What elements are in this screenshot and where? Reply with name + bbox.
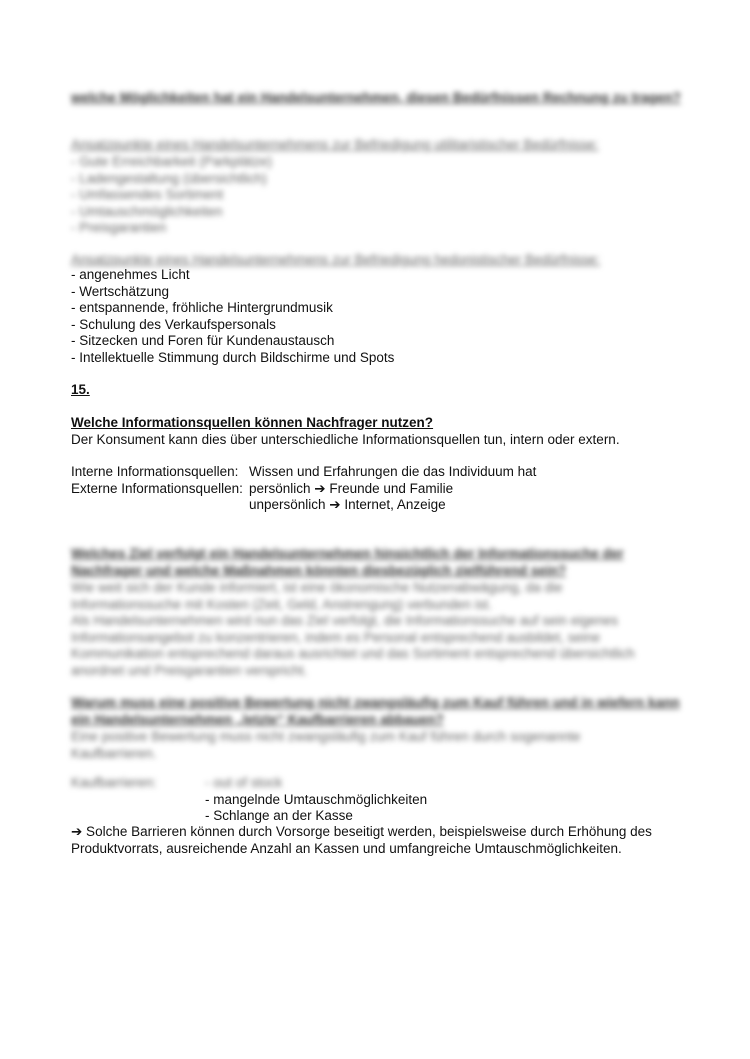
hedonic-list bbox=[71, 267, 681, 367]
external-sources-value-personal: persönlich ➔ Freunde und Familie bbox=[249, 480, 454, 496]
blurred-barriers-question: Warum muss eine positive Bewertung nicht zwangsläufig zum Kauf führen und in wiefern kann ein Handelsunternehmen „letzte“ Kaufbarrieren abbauen? bbox=[71, 695, 680, 727]
list-item: - out of stock bbox=[205, 775, 283, 790]
external-sources-row-2 bbox=[71, 497, 681, 514]
blurred-barriers-answer bbox=[71, 729, 681, 762]
list-item: - Sitzecken und Foren für Kundenaustausch bbox=[71, 333, 335, 349]
blurred-question-needs: welche Möglichkeiten hat ein Handelsunternehmen, diesen Bedürfnissen Rechnung zu tragen? bbox=[71, 90, 681, 105]
list-item: - Gute Erreichbarkeit (Parkplätze) bbox=[71, 154, 273, 169]
internal-sources-value: Wissen und Erfahrungen die das Individuum hat bbox=[249, 464, 537, 479]
list-item: - entspannende, fröhliche Hintergrundmusik bbox=[71, 300, 333, 316]
text-line: Informationssuche mit Kosten (Zeit, Geld, Anstrengung) verbunden ist. bbox=[71, 596, 492, 612]
external-sources-label: Externe Informationsquellen: bbox=[71, 480, 243, 496]
list-item: - Preisgarantien bbox=[71, 220, 167, 236]
text-line: Als Handelsunternehmen wird nun das Ziel verfolgt, die Informationssuche auf sein eigenes bbox=[71, 613, 619, 629]
text-line: anordnet und Preisgarantien verspricht. bbox=[71, 662, 308, 678]
blurred-utilitarian-list bbox=[71, 154, 681, 237]
list-item: - mangelnde Umtauschmöglichkeiten bbox=[205, 791, 428, 807]
section-answer: Der Konsument kann dies über unterschiedliche Informationsquellen tun, intern oder extern. bbox=[71, 432, 620, 447]
blurred-goal-question: Welches Ziel verfolgt ein Handelsunternehmen hinsichtlich der Informationssuche der Nachfrager und welche Maßnahmen könnten diesbezüglich zielführend sein? bbox=[71, 546, 624, 578]
barriers-label: Kaufbarrieren: bbox=[71, 775, 157, 790]
text-line: Kommunikation entsprechend daraus ausrichtet und das Sortiment entsprechend übersichtlich bbox=[71, 646, 635, 662]
information-sources-table bbox=[71, 464, 681, 514]
blurred-utilitarian-heading: Ansatzpunkte eines Handelsunternehmens zur Befriedigung utilitaristischer Bedürfnisse: bbox=[71, 137, 599, 152]
text-line: Informationsangebot zu konzentrieren, indem es Personal entsprechend ausbildet, seine bbox=[71, 629, 601, 645]
text-line: Kaufbarrieren. bbox=[71, 745, 157, 761]
external-sources-value-impersonal: unpersönlich ➔ Internet, Anzeige bbox=[249, 497, 446, 513]
text-line: Wie weit sich der Kunde informiert, ist eine ökonomische Nutzenabwägung, da die bbox=[71, 580, 563, 595]
internal-sources-row bbox=[71, 464, 681, 481]
section-number: 15. bbox=[71, 382, 90, 397]
blurred-goal-answer bbox=[71, 580, 681, 680]
barriers-conclusion: ➔ Solche Barrieren können durch Vorsorge beseitigt werden, beispielsweise durch Erhöhung des Produktvorrats, ausreichende Anzahl an Kassen und umfangreiche Umtauschmöglichkeiten. bbox=[71, 824, 652, 856]
list-item: - Schulung des Verkaufspersonals bbox=[71, 316, 276, 332]
blurred-hedonic-heading: Ansatzpunkte eines Handelsunternehmens zur Befriedigung hedonistischer Bedürfnisse: bbox=[71, 252, 601, 267]
barriers-list bbox=[71, 775, 681, 825]
list-item: - Umfassendes Sortiment bbox=[71, 187, 224, 203]
list-item: - Intellektuelle Stimmung durch Bildschirme und Spots bbox=[71, 349, 395, 365]
list-item: - Ladengestaltung (übersichtlich) bbox=[71, 170, 267, 186]
list-item: - Umtauschmöglichkeiten bbox=[71, 203, 223, 219]
list-item: - Schlange an der Kasse bbox=[205, 808, 353, 824]
list-item: - angenehmes Licht bbox=[71, 267, 190, 282]
section-question: Welche Informationsquellen können Nachfrager nutzen? bbox=[71, 415, 434, 430]
list-item: - Wertschätzung bbox=[71, 283, 170, 299]
text-line: Eine positive Bewertung muss nicht zwangsläufig zum Kauf führen durch sogenannte bbox=[71, 729, 581, 744]
internal-sources-label: Interne Informationsquellen: bbox=[71, 464, 239, 479]
external-sources-row bbox=[71, 481, 681, 498]
